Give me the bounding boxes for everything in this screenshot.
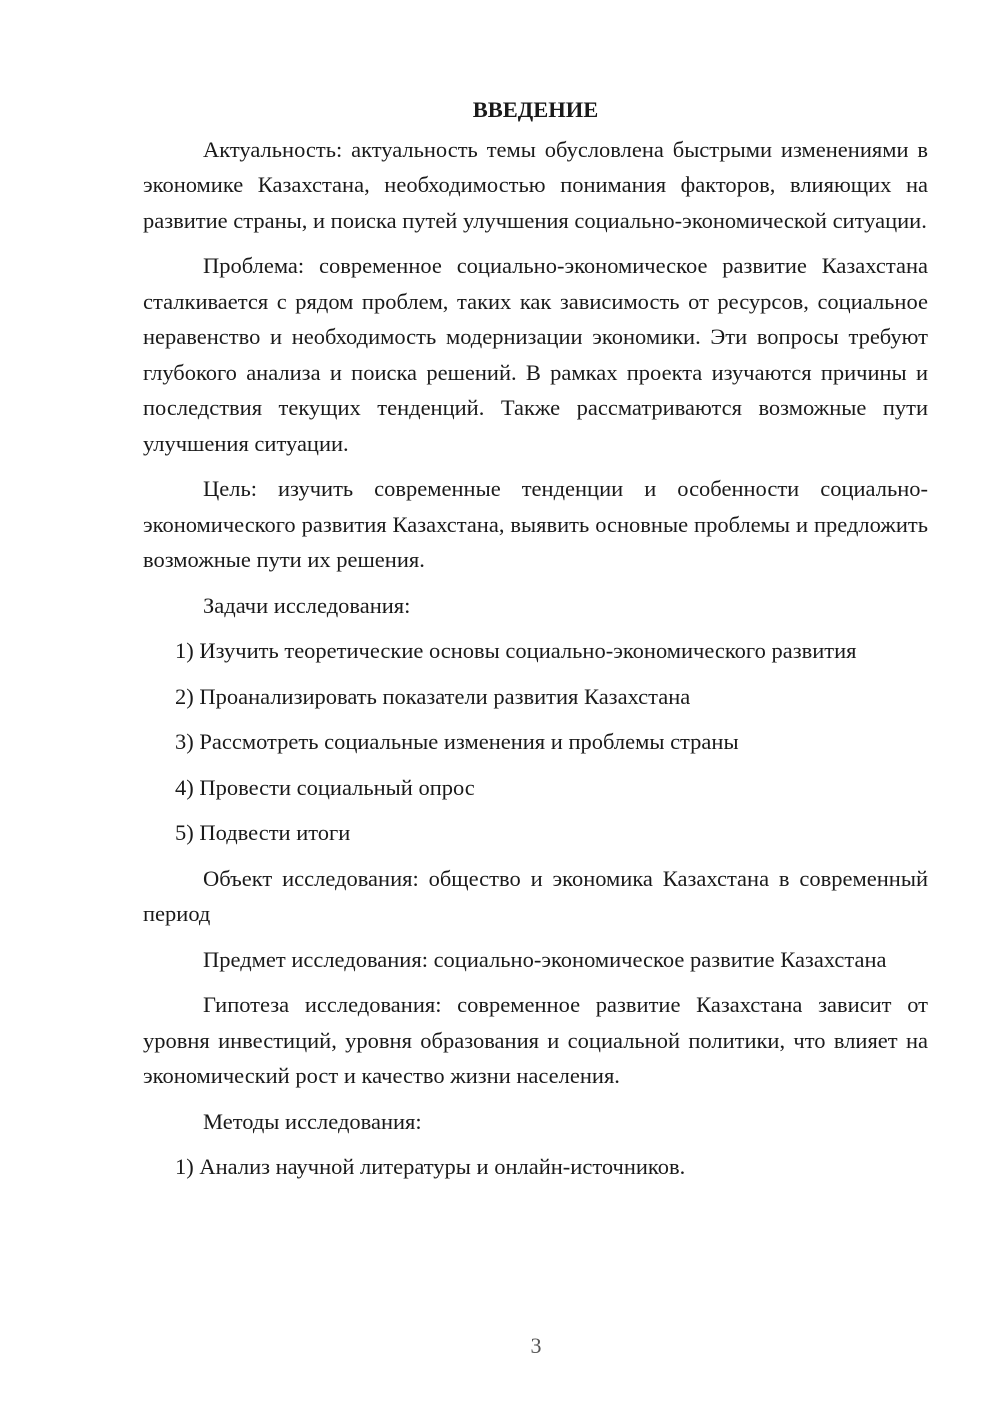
problem-paragraph: Проблема: современное социально-экономическое развитие Казахстана сталкивается с рядом проблем, таких как зависимость от ресурсов, социальное неравенство и необходимость модернизации экономики. Эти вопросы требуют глубокого анализа и поиска решений. В рамках проекта изучаются причины и последствия текущих тенденций. Также рассматриваются возможные пути улучшения ситуации. (143, 253, 928, 456)
document-body (143, 92, 928, 1195)
relevance-paragraph: Актуальность: актуальность темы обусловлена быстрыми изменениями в экономике Казахстана, необходимостью понимания факторов, влияющих на развитие страны, и поиска путей улучшения социально-экономической ситуации. (143, 136, 928, 233)
goal-paragraph: Цель: изучить современные тенденции и особенности социально-экономического развития Казахстана, выявить основные проблемы и предложить возможные пути их решения. (143, 476, 928, 572)
task-item: 3) Рассмотреть социальные изменения и проблемы страны (175, 729, 739, 754)
task-item: 2) Проанализировать показатели развития Казахстана (175, 683, 691, 709)
method-item: 1) Анализ научной литературы и онлайн-источников. (175, 1154, 686, 1179)
task-item: 4) Провести социальный опрос (175, 774, 475, 800)
subject-paragraph: Предмет исследования: социально-экономическое развитие Казахстана (203, 946, 887, 972)
section-heading: ВВЕДЕНИЕ (472, 97, 599, 122)
tasks-title: Задачи исследования: (203, 592, 411, 618)
object-paragraph: Объект исследования: общество и экономика Казахстана в современный период (143, 865, 928, 926)
methods-title: Методы исследования: (203, 1108, 422, 1134)
task-item: 5) Подвести итоги (175, 820, 351, 845)
task-item: 1) Изучить теоретические основы социально-экономического развития (175, 638, 857, 663)
page-number: 3 (530, 1333, 542, 1358)
hypothesis-paragraph: Гипотеза исследования: современное развитие Казахстана зависит от уровня инвестиций, уровня образования и социальной политики, что влияет на экономический рост и качество жизни населения. (143, 992, 928, 1088)
